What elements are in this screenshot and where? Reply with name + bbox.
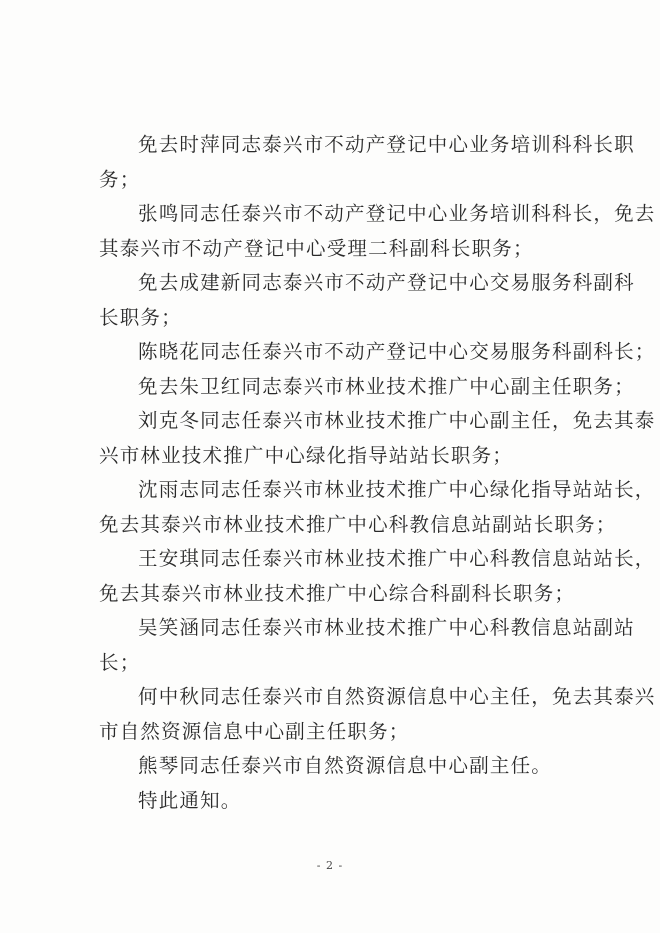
text-line: 免去成建新同志泰兴市不动产登记中心交易服务科副科 [138, 271, 635, 294]
page-number: - 2 - [316, 859, 344, 872]
text-line: 其泰兴市不动产登记中心受理二科副科长职务； [99, 236, 534, 260]
text-line: 沈雨志同志任泰兴市林业技术推广中心绿化指导站站长， [138, 478, 656, 501]
text-line: 长职务； [99, 305, 182, 329]
text-line: 熊琴同志任泰兴市自然资源信息中心副主任。 [138, 754, 553, 777]
text-line: 吴笑涵同志任泰兴市林业技术推广中心科教信息站副站 [138, 616, 635, 639]
text-line: 务； [99, 167, 141, 191]
text-line: 何中秋同志任泰兴市自然资源信息中心主任，免去其泰兴 [138, 685, 656, 708]
text-line: 市自然资源信息中心副主任职务； [99, 719, 410, 743]
text-line: 长； [99, 650, 141, 674]
text-line: 兴市林业技术推广中心绿化指导站站长职务； [99, 443, 514, 467]
text-line: 张鸣同志任泰兴市不动产登记中心业务培训科科长，免去 [138, 202, 656, 225]
closing-line: 特此通知。 [138, 788, 242, 812]
text-line: 免去其泰兴市林业技术推广中心科教信息站副站长职务； [99, 512, 617, 536]
text-line: 陈晓花同志任泰兴市不动产登记中心交易服务科副科长； [138, 340, 656, 363]
document-body [99, 128, 656, 818]
text-line: 免去其泰兴市林业技术推广中心综合科副科长职务； [99, 581, 576, 605]
text-line: 免去时萍同志泰兴市不动产登记中心业务培训科科长职 [138, 133, 635, 156]
text-line: 刘克冬同志任泰兴市林业技术推广中心副主任，免去其泰 [138, 409, 656, 432]
text-line: 王安琪同志任泰兴市林业技术推广中心科教信息站站长， [138, 547, 656, 570]
text-line: 免去朱卫红同志泰兴市林业技术推广中心副主任职务； [138, 374, 635, 398]
